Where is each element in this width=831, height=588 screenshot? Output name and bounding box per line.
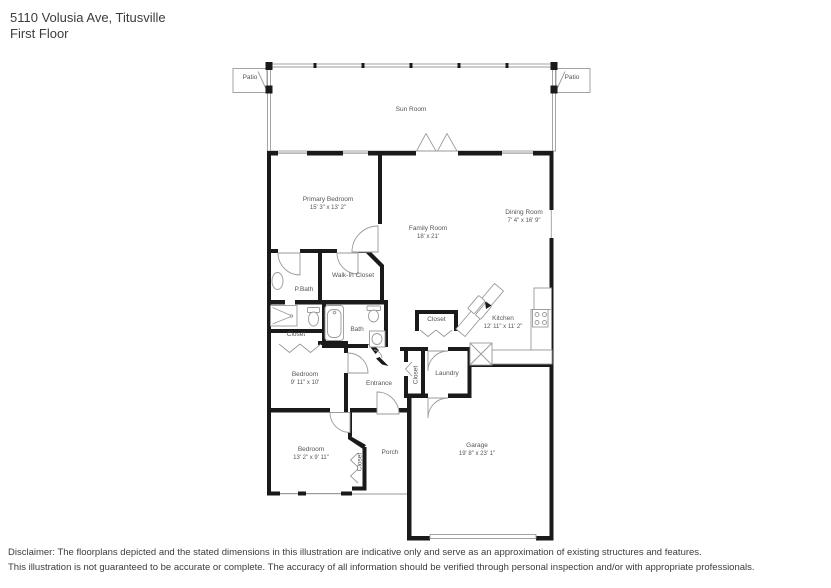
- primary-bedroom-door: [352, 226, 378, 252]
- pbath-door: [278, 253, 300, 275]
- garage-door: [430, 535, 536, 539]
- room-label-dining-room: Dining Room: [505, 209, 543, 216]
- french-door-left: [417, 134, 437, 152]
- bedroom-mid-door: [348, 353, 368, 373]
- doors: [278, 134, 457, 433]
- room-label-laundry: Laundry: [435, 369, 459, 377]
- room-label-patio-right: Patio: [564, 73, 580, 81]
- room-label-primary-bedroom: Primary Bedroom: [302, 196, 354, 203]
- front-door: [377, 392, 399, 414]
- bath-sink-icon: [370, 331, 386, 347]
- room-label-bedroom-bottom: Bedroom: [297, 446, 325, 453]
- stove-icon: [533, 310, 549, 328]
- french-door-right: [438, 134, 458, 152]
- room-dims-bedroom-mid: 9' 11" x 10': [290, 380, 320, 386]
- water-heater-icon: [470, 343, 492, 365]
- room-dims-bedroom-bottom: 13' 2" x 9' 11": [293, 455, 329, 461]
- room-label-closet-laundry: Closet: [412, 365, 419, 385]
- room-dims-family-room: 18' x 21': [417, 233, 439, 240]
- bathtub-icon: [325, 306, 344, 341]
- room-label-porch: Porch: [381, 448, 399, 456]
- kitchen-south-counter: [492, 350, 552, 364]
- fridge-icon: [534, 288, 552, 310]
- room-label-sun-room: Sun Room: [395, 106, 427, 113]
- room-label-kitchen: Kitchen: [492, 314, 514, 322]
- patio-left-door-leaf: [258, 72, 267, 91]
- room-dims-garage: 19' 8" x 23' 1": [458, 451, 496, 457]
- room-label-closet-kitchen: Closet: [427, 316, 446, 323]
- room-label-bath: Bath: [350, 325, 364, 333]
- room-dims-primary-bedroom: 15' 3" x 13' 2": [309, 205, 347, 211]
- page-title: 5110 Volusia Ave, Titusville: [10, 10, 166, 25]
- room-label-closet-bedroom: Closet: [356, 452, 364, 472]
- bath-toilet-icon: [367, 306, 381, 322]
- walls: [266, 62, 558, 541]
- room-label-family-room: Family Room: [408, 224, 448, 232]
- room-label-p-bath: P.Bath: [294, 285, 314, 293]
- room-label-walk-in-closet: Walk-In Closet: [331, 271, 375, 279]
- pbath-toilet-icon: [308, 308, 320, 327]
- room-label-closet-hall: Closet: [286, 330, 306, 338]
- garage-entry-door: [428, 398, 448, 418]
- room-dims-dining-room: 7' 4" x 16' 9": [507, 218, 541, 224]
- laundry-door: [428, 351, 448, 371]
- room-label-patio-left: Patio: [242, 73, 258, 81]
- room-label-bedroom-mid: Bedroom: [291, 371, 319, 378]
- floor-subtitle: First Floor: [10, 26, 69, 41]
- shower-icon: [271, 306, 298, 327]
- room-dims-kitchen: 12' 11" x 11' 2": [483, 323, 523, 330]
- room-label-entrance: Entrance: [365, 379, 393, 387]
- bedroom-bottom-door: [330, 413, 350, 433]
- room-label-garage: Garage: [466, 442, 488, 449]
- pbath-sink-icon: [272, 273, 283, 290]
- disclaimer-line2: This illustration is not guaranteed to be accurate or complete. The accuracy of all information should be verified through personal inspection and/or with appropriate professionals.: [8, 562, 755, 573]
- disclaimer-line1: Disclaimer: The floorplans depicted and the stated dimensions in this illustration are indicative only and serve as an approximation of existing structures and features.: [8, 547, 702, 558]
